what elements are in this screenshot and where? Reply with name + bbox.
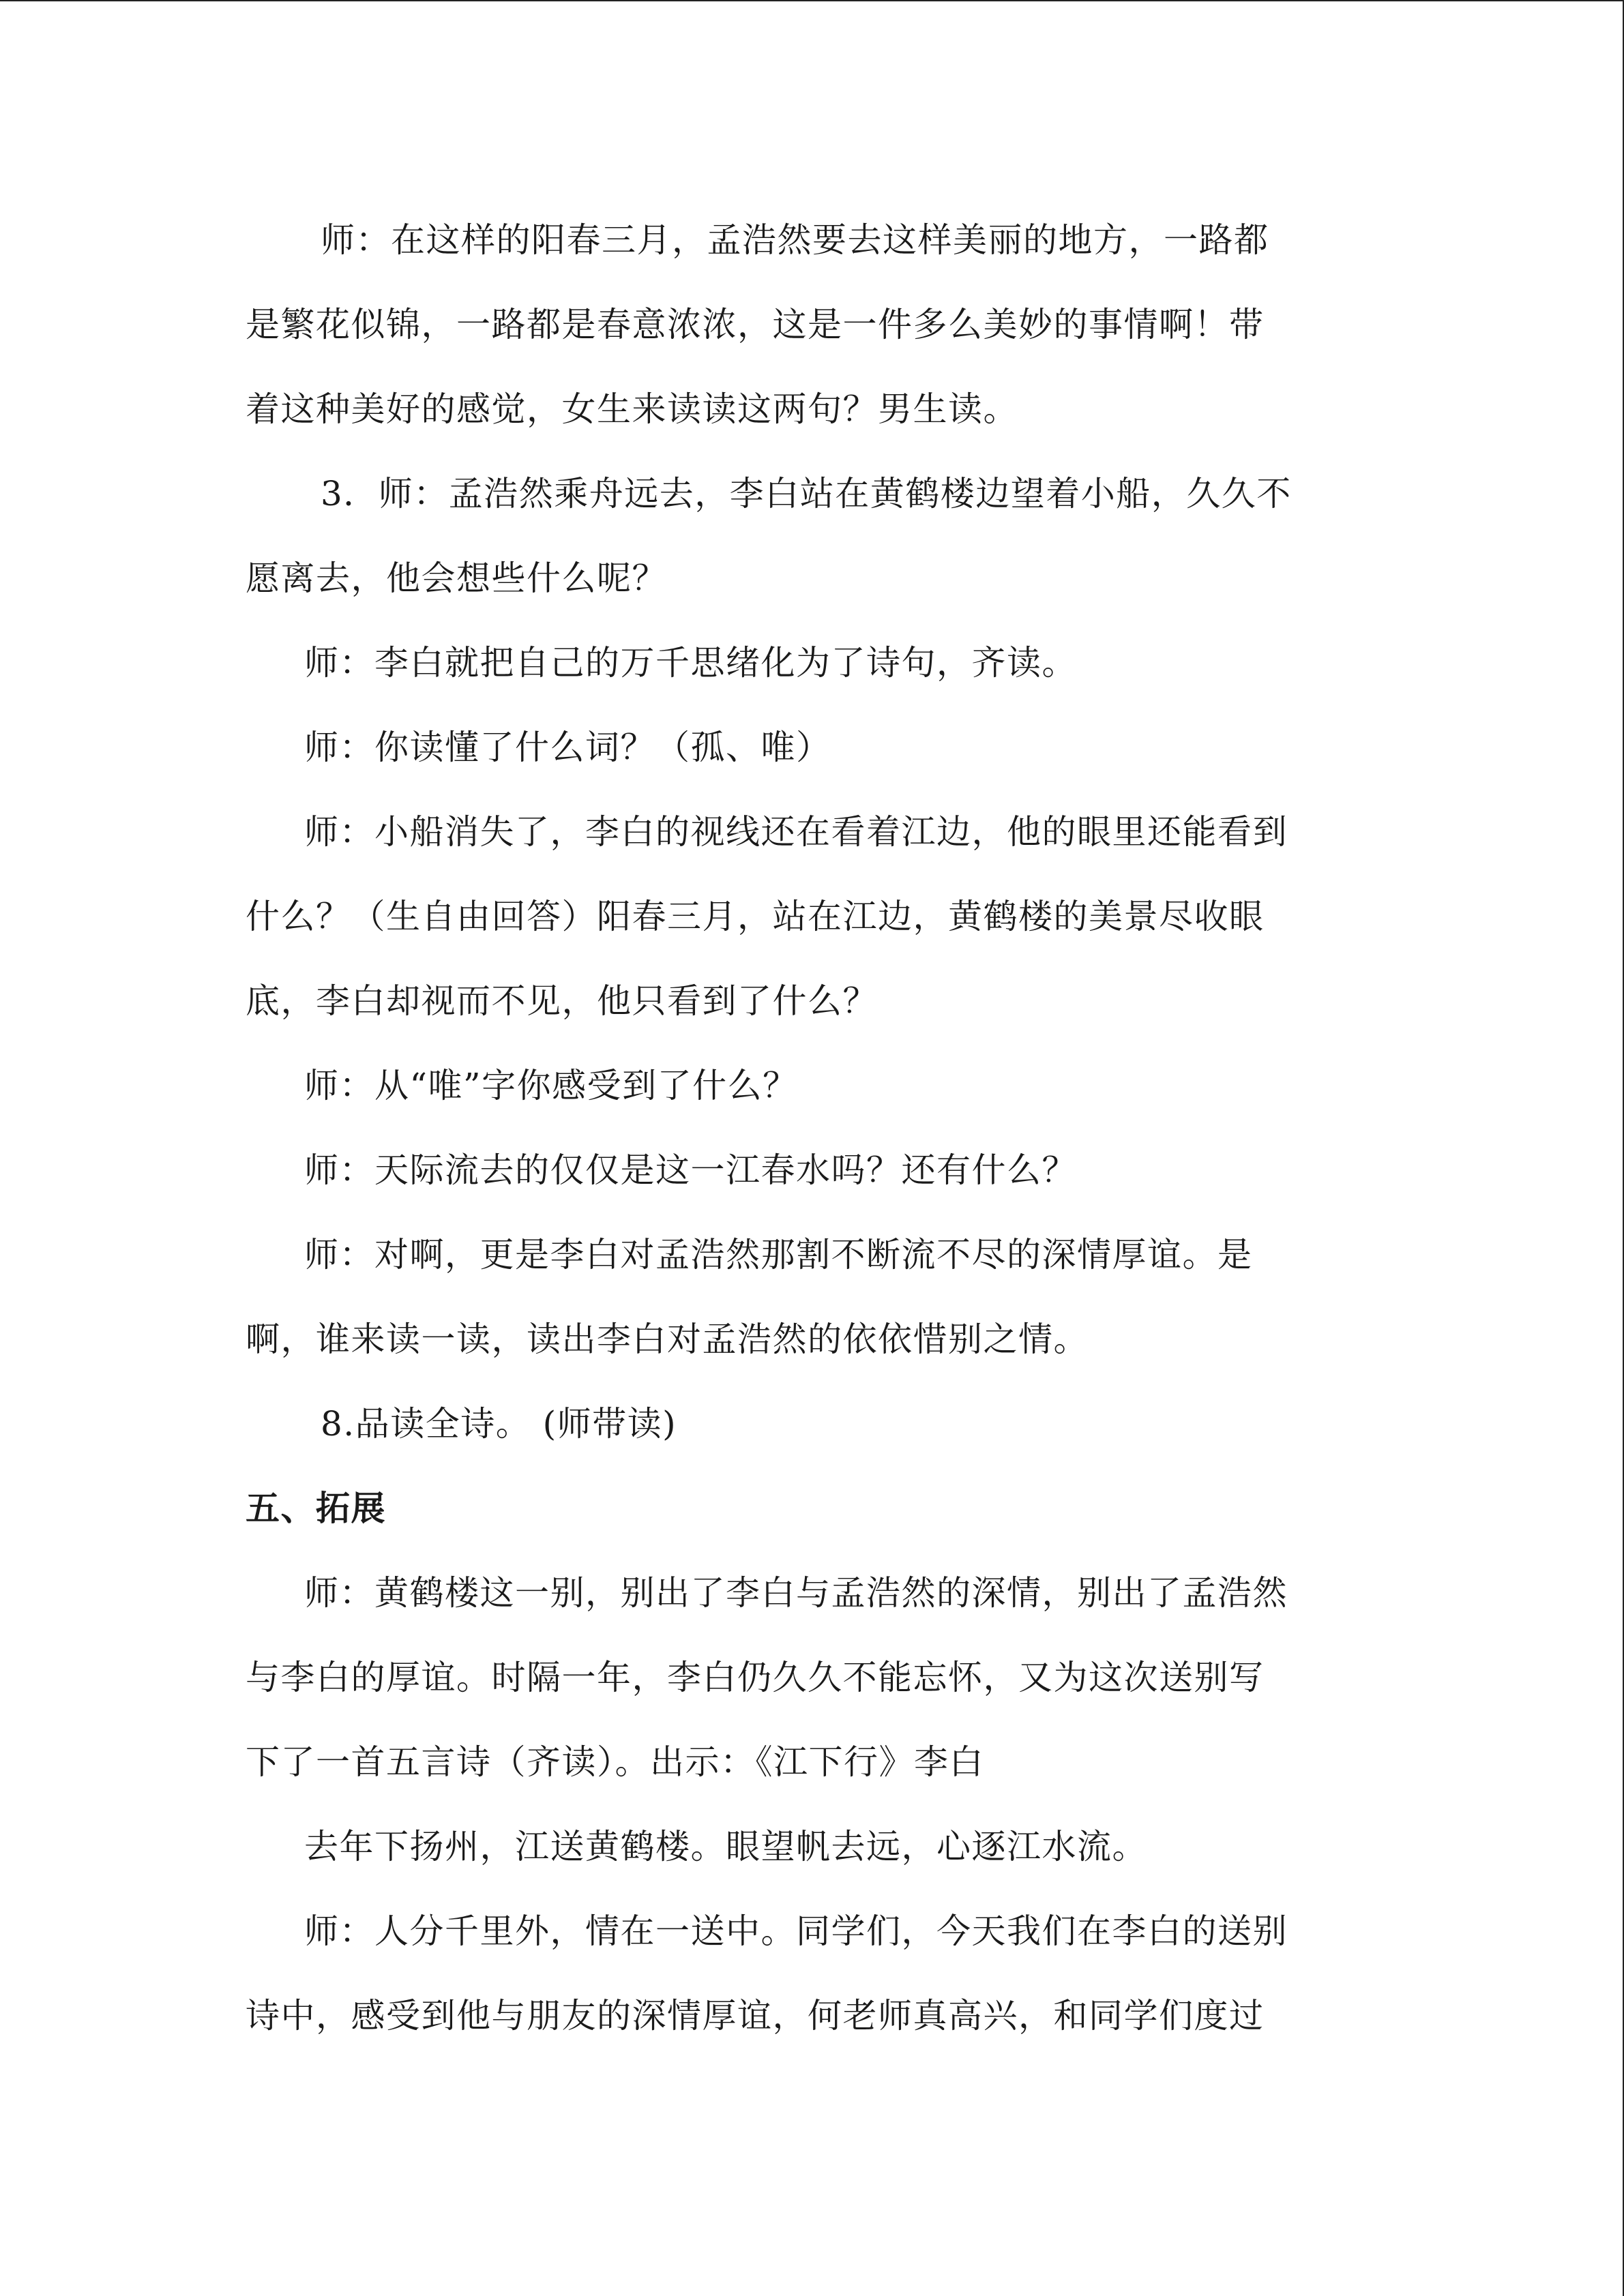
paragraph-line: 啊，谁来读一读，读出李白对孟浩然的依依惜别之情。 bbox=[246, 1320, 1089, 1359]
paragraph-line: 诗中，感受到他与朋友的深情厚谊，何老师真高兴，和同学们度过 bbox=[246, 1996, 1265, 2036]
paragraph-line: 是繁花似锦，一路都是春意浓浓，这是一件多么美妙的事情啊！带 bbox=[246, 305, 1265, 344]
paragraph-line: 师：从“唯”字你感受到了什么？ bbox=[304, 1066, 798, 1105]
paragraph-line: 8.品读全诗。 (师带读) bbox=[321, 1404, 677, 1444]
paragraph-line: 愿离去，他会想些什么呢？ bbox=[246, 558, 667, 598]
paragraph-line: 底，李白却视而不见，他只看到了什么？ bbox=[246, 981, 878, 1021]
paragraph-line: 与李白的厚谊。时隔一年，李白仍久久不能忘怀，又为这次送别写 bbox=[246, 1658, 1265, 1697]
paragraph-line: 下了一首五言诗（齐读）。出示：《江下行》李白 bbox=[246, 1742, 984, 1782]
poem-line: 去年下扬州，江送黄鹤楼。眼望帆去远，心逐江水流。 bbox=[304, 1827, 1147, 1866]
paragraph-line: 着这种美好的感觉，女生来读读这两句？男生读。 bbox=[246, 389, 1018, 429]
paragraph-line: 师：黄鹤楼这一别，别出了李白与孟浩然的深情，别出了孟浩然 bbox=[304, 1573, 1288, 1613]
paragraph-line: 师：在这样的阳春三月，孟浩然要去这样美丽的地方，一路都 bbox=[321, 220, 1269, 260]
document-body bbox=[246, 198, 1378, 2058]
paragraph-line: 3．师：孟浩然乘舟远去，李白站在黄鹤楼边望着小船，久久不 bbox=[321, 474, 1292, 513]
section-heading: 五、拓展 bbox=[246, 1488, 386, 1528]
paragraph-line: 师：小船消失了，李白的视线还在看着江边，他的眼里还能看到 bbox=[304, 812, 1288, 852]
paragraph-line: 什么？（生自由回答）阳春三月，站在江边，黄鹤楼的美景尽收眼 bbox=[246, 897, 1265, 936]
paragraph-line: 师：你读懂了什么词？（孤、唯） bbox=[304, 728, 831, 767]
paragraph-line: 师：人分千里外，情在一送中。同学们，今天我们在李白的送别 bbox=[304, 1911, 1288, 1951]
paragraph-line: 师：对啊，更是李白对孟浩然那割不断流不尽的深情厚谊。是 bbox=[304, 1235, 1253, 1274]
paragraph-line: 师：天际流去的仅仅是这一江春水吗？还有什么？ bbox=[304, 1150, 1077, 1190]
paragraph-line: 师：李白就把自己的万千思绪化为了诗句，齐读。 bbox=[304, 643, 1077, 683]
